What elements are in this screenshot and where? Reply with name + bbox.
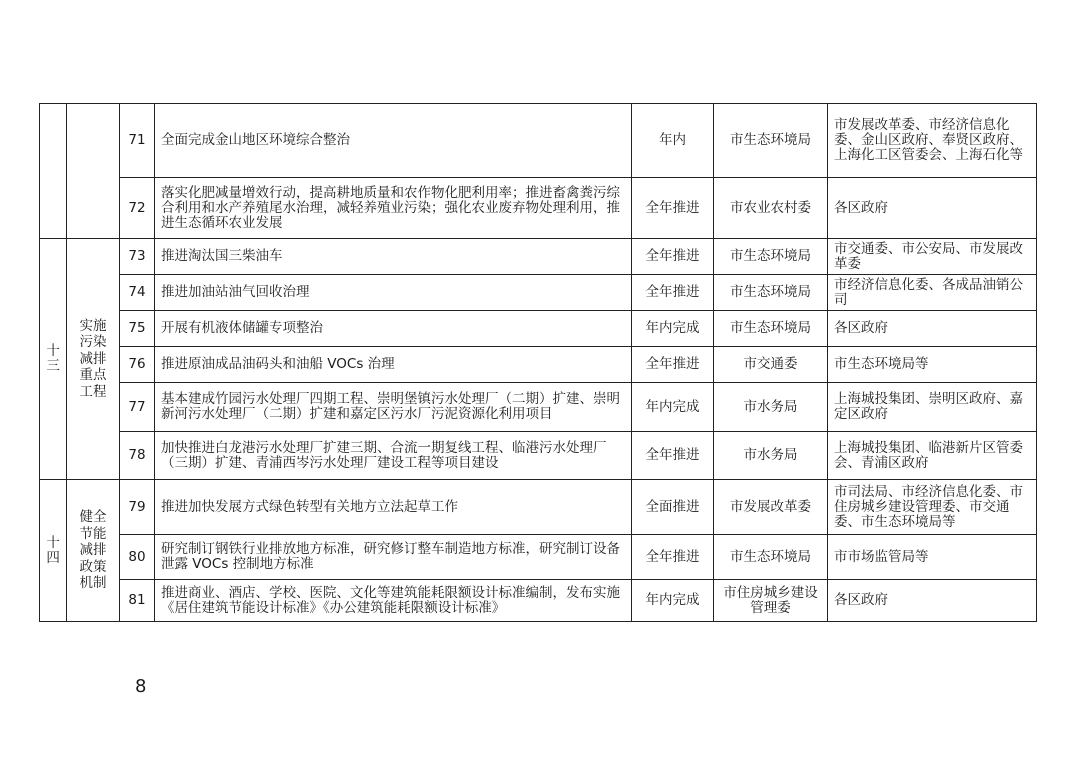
task-description: 落实化肥减量增效行动，提高耕地质量和农作物化肥利用率；推进畜禽粪污综合利用和水产养殖尾水治理，减轻养殖业污染；强化农业废弃物处理利用，推进生态循环农业发展 bbox=[155, 178, 632, 239]
row-number: 78 bbox=[120, 432, 155, 480]
row-number: 75 bbox=[120, 311, 155, 347]
timeline: 全年推进 bbox=[632, 178, 714, 239]
section-seq-cell: 十三 bbox=[40, 239, 67, 480]
cooperating-units: 各区政府 bbox=[828, 580, 1037, 622]
timeline: 全年推进 bbox=[632, 432, 714, 480]
lead-department: 市生态环境局 bbox=[714, 535, 828, 580]
task-description: 推进淘汰国三柴油车 bbox=[155, 239, 632, 275]
lead-department: 市发展改革委 bbox=[714, 480, 828, 535]
row-number: 81 bbox=[120, 580, 155, 622]
lead-department: 市水务局 bbox=[714, 383, 828, 432]
cooperating-units: 市市场监管局等 bbox=[828, 535, 1037, 580]
lead-department: 市水务局 bbox=[714, 432, 828, 480]
row-number: 73 bbox=[120, 239, 155, 275]
section-seq-cell bbox=[40, 104, 67, 239]
task-description: 研究制订钢铁行业排放地方标准，研究修订整车制造地方标准，研究制订设备泄露 VOCs 控制地方标准 bbox=[155, 535, 632, 580]
section-category-cell: 健全节能减排政策机制 bbox=[67, 480, 120, 622]
cooperating-units: 市司法局、市经济信息化委、市住房城乡建设管理委、市交通委、市生态环境局等 bbox=[828, 480, 1037, 535]
cooperating-units: 各区政府 bbox=[828, 311, 1037, 347]
section-category-cell: 实施污染减排重点工程 bbox=[67, 239, 120, 480]
table-row bbox=[40, 178, 1037, 239]
task-description: 推进商业、酒店、学校、医院、文化等建筑能耗限额设计标准编制，发布实施《居住建筑节能设计标准》《办公建筑能耗限额设计标准》 bbox=[155, 580, 632, 622]
timeline: 年内完成 bbox=[632, 580, 714, 622]
section-seq-cell: 十四 bbox=[40, 480, 67, 622]
table-row bbox=[40, 383, 1037, 432]
table-row bbox=[40, 239, 1037, 275]
timeline: 年内完成 bbox=[632, 311, 714, 347]
lead-department: 市交通委 bbox=[714, 347, 828, 383]
cooperating-units: 上海城投集团、临港新片区管委会、青浦区政府 bbox=[828, 432, 1037, 480]
task-description: 推进原油成品油码头和油船 VOCs 治理 bbox=[155, 347, 632, 383]
cooperating-units: 市发展改革委、市经济信息化委、金山区政府、奉贤区政府、上海化工区管委会、上海石化等 bbox=[828, 104, 1037, 178]
row-number: 77 bbox=[120, 383, 155, 432]
lead-department: 市住房城乡建设管理委 bbox=[714, 580, 828, 622]
table-row bbox=[40, 347, 1037, 383]
task-description: 推进加油站油气回收治理 bbox=[155, 275, 632, 311]
task-description: 全面完成金山地区环境综合整治 bbox=[155, 104, 632, 178]
task-table bbox=[39, 103, 1037, 622]
timeline: 全年推进 bbox=[632, 535, 714, 580]
table-row bbox=[40, 432, 1037, 480]
lead-department: 市生态环境局 bbox=[714, 275, 828, 311]
row-number: 76 bbox=[120, 347, 155, 383]
row-number: 74 bbox=[120, 275, 155, 311]
lead-department: 市生态环境局 bbox=[714, 311, 828, 347]
timeline: 年内 bbox=[632, 104, 714, 178]
timeline: 全年推进 bbox=[632, 239, 714, 275]
task-description: 推进加快发展方式绿色转型有关地方立法起草工作 bbox=[155, 480, 632, 535]
table-row bbox=[40, 480, 1037, 535]
table-row bbox=[40, 275, 1037, 311]
timeline: 全年推进 bbox=[632, 347, 714, 383]
timeline: 全面推进 bbox=[632, 480, 714, 535]
page-number: 8 bbox=[135, 676, 147, 697]
cooperating-units: 市交通委、市公安局、市发展改革委 bbox=[828, 239, 1037, 275]
timeline: 年内完成 bbox=[632, 383, 714, 432]
row-number: 72 bbox=[120, 178, 155, 239]
lead-department: 市生态环境局 bbox=[714, 239, 828, 275]
table-row bbox=[40, 580, 1037, 622]
timeline: 全年推进 bbox=[632, 275, 714, 311]
lead-department: 市农业农村委 bbox=[714, 178, 828, 239]
lead-department: 市生态环境局 bbox=[714, 104, 828, 178]
section-category-cell bbox=[67, 104, 120, 239]
table-row bbox=[40, 311, 1037, 347]
cooperating-units: 市生态环境局等 bbox=[828, 347, 1037, 383]
task-description: 开展有机液体储罐专项整治 bbox=[155, 311, 632, 347]
cooperating-units: 上海城投集团、崇明区政府、嘉定区政府 bbox=[828, 383, 1037, 432]
cooperating-units: 市经济信息化委、各成品油销公司 bbox=[828, 275, 1037, 311]
cooperating-units: 各区政府 bbox=[828, 178, 1037, 239]
task-description: 加快推进白龙港污水处理厂扩建三期、合流一期复线工程、临港污水处理厂（三期）扩建、青浦西岑污水处理厂建设工程等项目建设 bbox=[155, 432, 632, 480]
row-number: 79 bbox=[120, 480, 155, 535]
row-number: 80 bbox=[120, 535, 155, 580]
row-number: 71 bbox=[120, 104, 155, 178]
task-description: 基本建成竹园污水处理厂四期工程、崇明堡镇污水处理厂（二期）扩建、崇明新河污水处理厂（二期）扩建和嘉定区污水厂污泥资源化利用项目 bbox=[155, 383, 632, 432]
table-row bbox=[40, 535, 1037, 580]
table-row bbox=[40, 104, 1037, 178]
